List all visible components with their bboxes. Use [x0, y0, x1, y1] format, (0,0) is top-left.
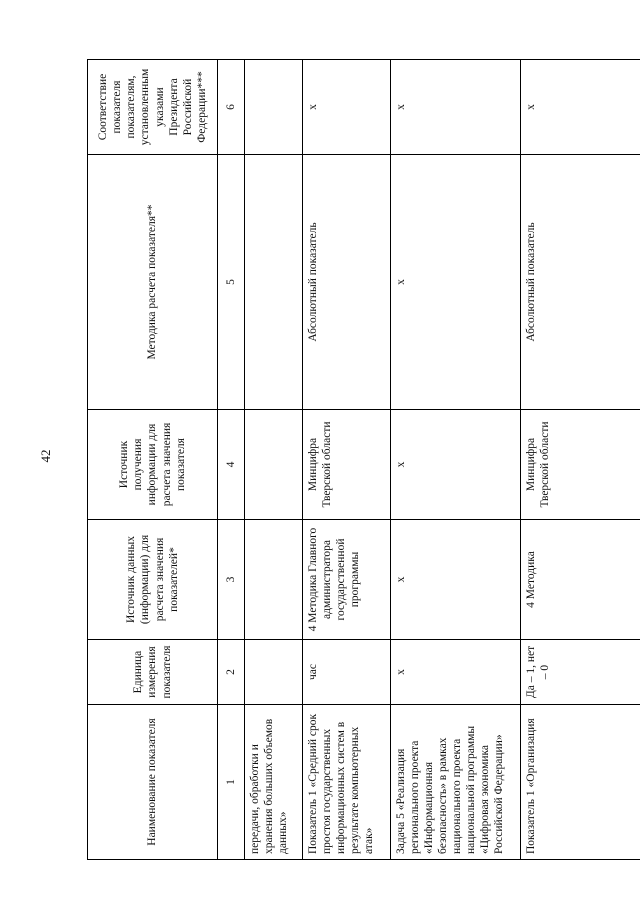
table-cell: 4 Методика: [521, 520, 640, 640]
table-cell: час: [303, 640, 391, 705]
indicator-table: [87, 59, 640, 860]
table-cell: x: [521, 60, 640, 155]
page-number: 42: [38, 449, 53, 463]
table-row: [521, 60, 640, 860]
table-cell: Да – 1, нет – 0: [521, 640, 640, 705]
table-cell: [245, 60, 303, 155]
column-number-row: [218, 60, 245, 860]
table-header-row: [88, 60, 218, 860]
header-president-decree: Соответствие показателя показателям, установленным указами Президента Российской Федерации***: [88, 60, 218, 155]
table-cell: 4 Методика Главного администратора государственной программы: [303, 520, 391, 640]
table-cell: Минцифра Тверской области: [521, 410, 640, 520]
table-cell: x: [391, 410, 521, 520]
table-row: [391, 60, 521, 860]
table-cell: x: [303, 60, 391, 155]
table-cell: передачи, обработки и хранения больших объемов данных»: [245, 705, 303, 860]
table-cell: Показатель 1 «Организация: [521, 705, 640, 860]
table-cell: Абсолютный показатель: [303, 155, 391, 410]
rotated-page-content: [87, 60, 640, 860]
table-cell: x: [391, 520, 521, 640]
table-cell: [245, 640, 303, 705]
table-cell: [245, 410, 303, 520]
table-cell: x: [391, 640, 521, 705]
table-row: [245, 60, 303, 860]
header-data-source: Источник данных (информации) для расчета значения показателей*: [88, 520, 218, 640]
column-number: 5: [218, 155, 245, 410]
header-unit: Единица измерения показателя: [88, 640, 218, 705]
table-cell: Задача 5 «Реализация регионального проекта «Информационная безопасность» в рамках национального проекта национальной программы «Цифровая экономика Российской Федерации»: [391, 705, 521, 860]
table-row: [303, 60, 391, 860]
table-cell: x: [391, 155, 521, 410]
column-number: 1: [218, 705, 245, 860]
column-number: 4: [218, 410, 245, 520]
table-cell: Абсолютный показатель: [521, 155, 640, 410]
column-number: 2: [218, 640, 245, 705]
table-cell: Показатель 1 «Средний срок простоя государственных информационных систем в результате компьютерных атак»: [303, 705, 391, 860]
header-info-source: Источник получения информации для расчета значения показателя: [88, 410, 218, 520]
table-cell: x: [391, 60, 521, 155]
table-cell: [245, 520, 303, 640]
header-method: Методика расчета показателя**: [88, 155, 218, 410]
table-cell: [245, 155, 303, 410]
column-number: 3: [218, 520, 245, 640]
header-indicator-name: Наименование показателя: [88, 705, 218, 860]
column-number: 6: [218, 60, 245, 155]
table-cell: Минцифра Тверской области: [303, 410, 391, 520]
